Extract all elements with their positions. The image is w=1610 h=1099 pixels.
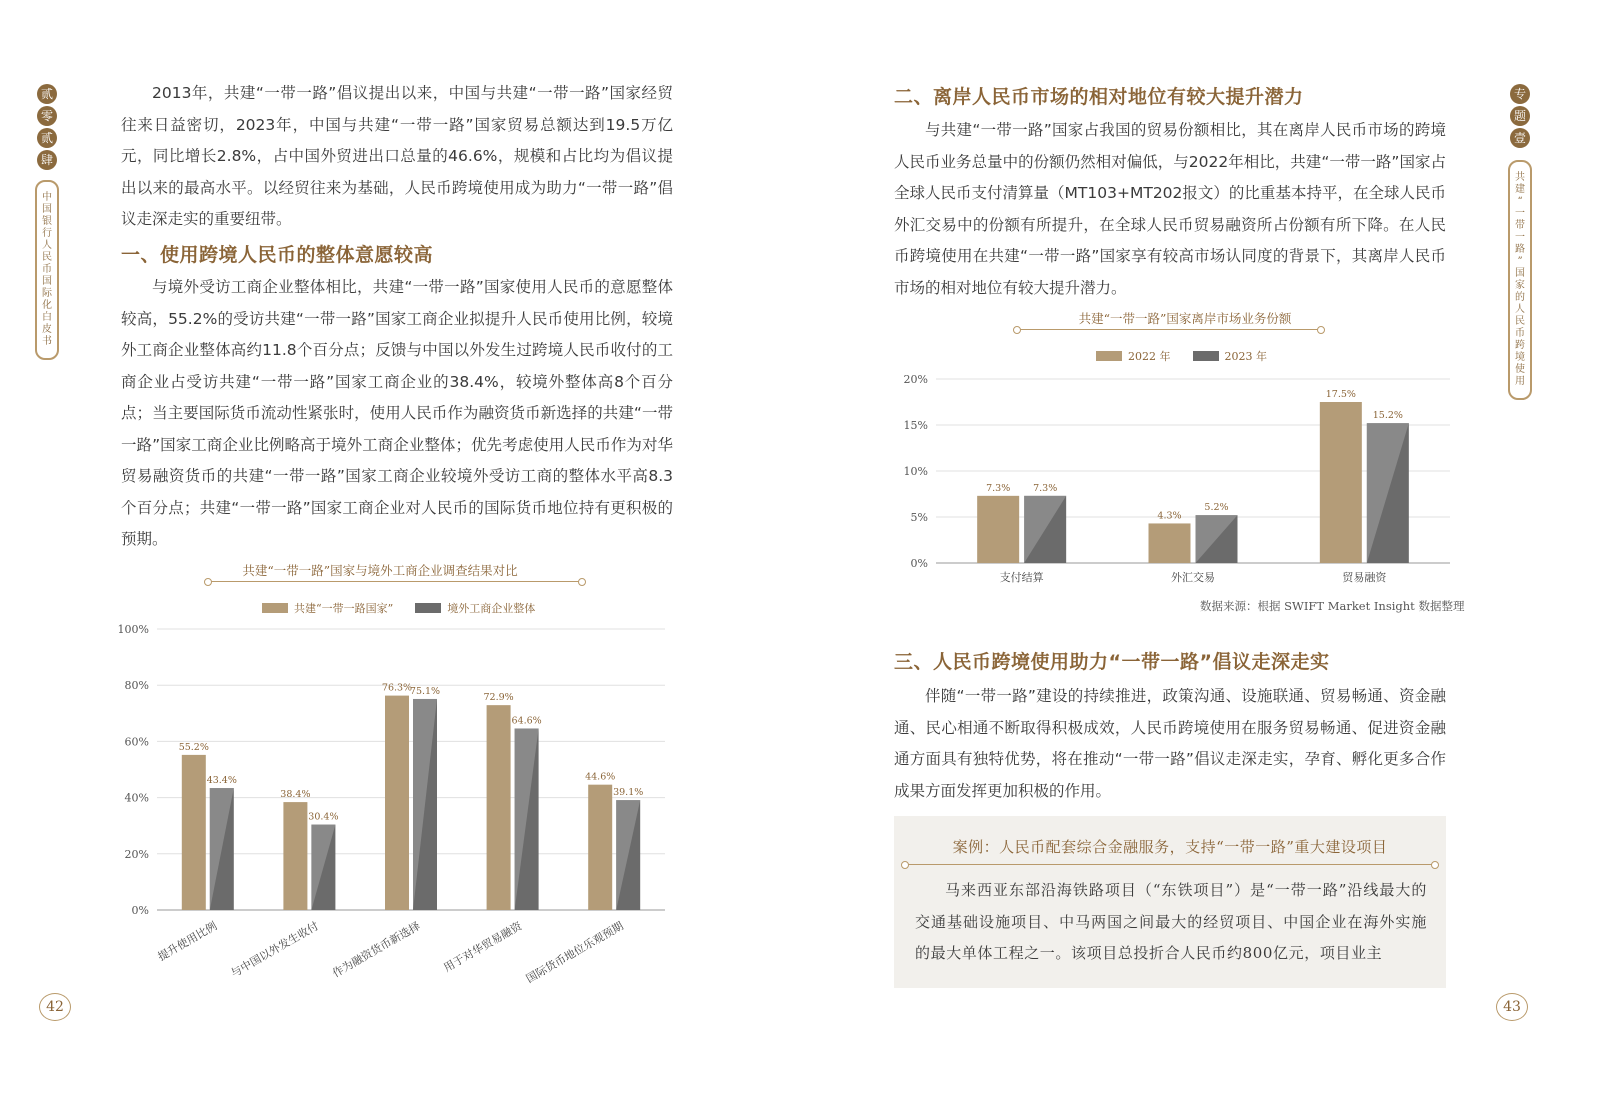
chart-2-title: 共建“一带一路”国家离岸市场业务份额 xyxy=(1078,311,1292,326)
data-label: 4.3% xyxy=(1157,510,1182,522)
chart-1-survey-comparison xyxy=(115,615,675,995)
data-label: 75.1% xyxy=(409,685,441,697)
chart-1-ornament xyxy=(210,581,580,582)
chart-1-title: 共建“一带一路”国家与境外工商企业调查结果对比 xyxy=(242,563,518,578)
legend-item xyxy=(1193,348,1268,364)
side-seal: 题 xyxy=(1510,106,1530,126)
side-seal: 专 xyxy=(1510,84,1530,104)
chart-2-legend xyxy=(1096,348,1267,364)
chart-1-legend xyxy=(262,600,535,616)
data-label: 76.3% xyxy=(381,682,413,694)
data-label: 38.4% xyxy=(280,789,311,801)
x-tick-label: 作为融资货币新选择 xyxy=(330,919,423,981)
legend-label: 共建“一带一路国家” xyxy=(294,602,394,615)
data-label: 55.2% xyxy=(178,741,209,753)
legend-swatch xyxy=(262,603,288,613)
bar-series-a xyxy=(1149,523,1191,563)
bar-series-a xyxy=(182,755,206,910)
legend-label: 2023 年 xyxy=(1224,350,1267,363)
legend-label: 2022 年 xyxy=(1128,350,1171,363)
legend-item xyxy=(1096,348,1171,364)
side-seal: 贰 xyxy=(37,128,57,148)
section-1-title: 一、使用跨境人民币的整体意愿较高 xyxy=(121,244,434,266)
intro-paragraph xyxy=(121,78,673,236)
y-tick-label: 0% xyxy=(131,904,149,917)
case-paragraph xyxy=(915,875,1427,970)
x-tick-label: 用于对华贸易融资 xyxy=(441,919,525,975)
legend-swatch xyxy=(1096,351,1122,361)
bar-series-a xyxy=(1320,402,1362,563)
legend-swatch xyxy=(1193,351,1219,361)
side-seal: 零 xyxy=(37,106,57,126)
bar-series-a xyxy=(977,496,1019,563)
x-tick-label: 与中国以外发生收付 xyxy=(228,919,321,981)
bar-series-a xyxy=(283,802,307,910)
side-banner: 共 建 “ 一 带 一 路 ” 国 家 的 人 民 币 跨 境 使 用 xyxy=(1508,160,1532,400)
side-seal: 贰 xyxy=(37,84,57,104)
bar-series-a xyxy=(385,696,409,910)
data-label: 44.6% xyxy=(585,771,616,783)
data-label: 39.1% xyxy=(613,787,644,799)
x-tick-label: 支付结算 xyxy=(999,571,1044,584)
data-label: 17.5% xyxy=(1325,389,1356,400)
y-tick-label: 40% xyxy=(124,791,149,805)
y-tick-label: 60% xyxy=(124,735,149,749)
y-tick-label: 15% xyxy=(903,419,928,432)
legend-label: 境外工商企业整体 xyxy=(447,602,536,615)
y-tick-label: 80% xyxy=(124,679,149,693)
section-3-title: 三、人民币跨境使用助力“一带一路”倡议走深走实 xyxy=(894,651,1330,673)
right-page xyxy=(805,0,1610,1099)
source-note: 数据来源：根据 SWIFT Market Insight 数据整理 xyxy=(1200,599,1465,613)
side-seal: 壹 xyxy=(1510,128,1530,148)
case-title: 案例：人民币配套综合金融服务，支持“一带一路”重大建设项目 xyxy=(952,838,1388,856)
y-tick-label: 10% xyxy=(903,465,928,478)
data-label: 7.3% xyxy=(986,482,1011,494)
data-label: 15.2% xyxy=(1372,410,1403,422)
section-2-text: 与共建“一带一路”国家占我国的贸易份额相比，其在离岸人民币市场的跨境人民币业务总量中的份额仍然相对偏低，与2022年相比，共建“一带一路”国家占全球人民币支付清算量（MT103+MT202报文）的比重基本持平，在全球人民币外汇交易中的份额有所提升，在全球人民币贸易融资所占份额有所下降。在人民币跨境使用在共建“一带一路”国家享有较高市场认同度的背景下，其离岸人民币市场的相对地位有较大提升潜力。 xyxy=(894,121,1446,297)
x-tick-label: 外汇交易 xyxy=(1171,571,1215,584)
y-tick-label: 0% xyxy=(910,557,928,570)
side-seal: 肆 xyxy=(37,150,57,170)
y-tick-label: 5% xyxy=(910,511,928,524)
data-label: 7.3% xyxy=(1033,482,1058,494)
data-label: 64.6% xyxy=(511,715,542,727)
x-tick-label: 提升使用比例 xyxy=(155,919,220,964)
section-3-text: 伴随“一带一路”建设的持续推进，政策沟通、设施联通、贸易畅通、资金融通、民心相通不断取得积极成效，人民币跨境使用在服务贸易畅通、促进资金融通方面具有独特优势，将在推动“一带一路”倡议走深走实，孕育、孵化更多合作成果方面发挥更加积极的作用。 xyxy=(894,687,1446,800)
section-1-paragraph xyxy=(121,272,673,556)
section-3-paragraph xyxy=(894,681,1446,807)
y-tick-label: 20% xyxy=(124,847,149,861)
page-number: 43 xyxy=(1492,990,1532,1024)
x-tick-label: 贸易融资 xyxy=(1342,571,1387,584)
legend-item xyxy=(415,600,535,616)
chart-2-ornament xyxy=(1019,329,1319,330)
legend-swatch xyxy=(415,603,441,613)
intro-text: 2013年，共建“一带一路”倡议提出以来，中国与共建“一带一路”国家经贸往来日益密切，2023年，中国与共建“一带一路”国家贸易总额达到19.5万亿元，同比增长2.8%，占中国外贸进出口总量的46.6%，规模和占比均为倡议提出以来的最高水平。以经贸往来为基础，人民币跨境使用成为助力“一带一路”倡议走深走实的重要纽带。 xyxy=(121,84,673,228)
y-tick-label: 100% xyxy=(117,623,149,636)
data-label: 30.4% xyxy=(308,811,339,823)
section-1-text: 与境外受访工商企业整体相比，共建“一带一路”国家使用人民币的意愿整体较高，55.2%的受访共建“一带一路”国家工商企业拟提升人民币使用比例，较境外工商企业整体高约11.8个百分点；反馈与中国以外发生过跨境人民币收付的工商企业占受访共建“一带一路”国家工商企业的38.4%，较境外整体高8个百分点；当主要国际货币流动性紧张时，使用人民币作为融资货币新选择的共建“一带一路”国家工商企业比例略高于境外工商企业整体；优先考虑使用人民币作为对华贸易融资货币的共建“一带一路”国家工商企业较境外受访工商的整体水平高8.3个百分点；共建“一带一路”国家工商企业对人民币的国际货币地位持有更积极的预期。 xyxy=(121,278,673,548)
bar-series-a xyxy=(588,785,612,910)
section-2-paragraph xyxy=(894,115,1446,304)
legend-item xyxy=(262,600,393,616)
data-label: 43.4% xyxy=(206,775,237,787)
x-tick-label: 国际货币地位乐观预期 xyxy=(523,919,626,986)
case-ornament xyxy=(907,864,1433,865)
side-banner: 中 国 银 行 人 民 币 国 际 化 白 皮 书 xyxy=(35,180,59,360)
chart-2-offshore-share xyxy=(900,365,1460,595)
case-text: 马来西亚东部沿海铁路项目（“东铁项目”）是“一带一路”沿线最大的交通基础设施项目、中马两国之间最大的经贸项目、中国企业在海外实施的最大单体工程之一。该项目总投折合人民币约800亿元，项目业主 xyxy=(915,881,1427,962)
data-label: 72.9% xyxy=(483,692,514,704)
y-tick-label: 20% xyxy=(903,373,928,386)
data-label: 5.2% xyxy=(1204,502,1229,514)
page-number: 42 xyxy=(35,990,75,1024)
section-2-title: 二、离岸人民币市场的相对地位有较大提升潜力 xyxy=(894,86,1304,108)
bar-series-a xyxy=(487,705,511,910)
